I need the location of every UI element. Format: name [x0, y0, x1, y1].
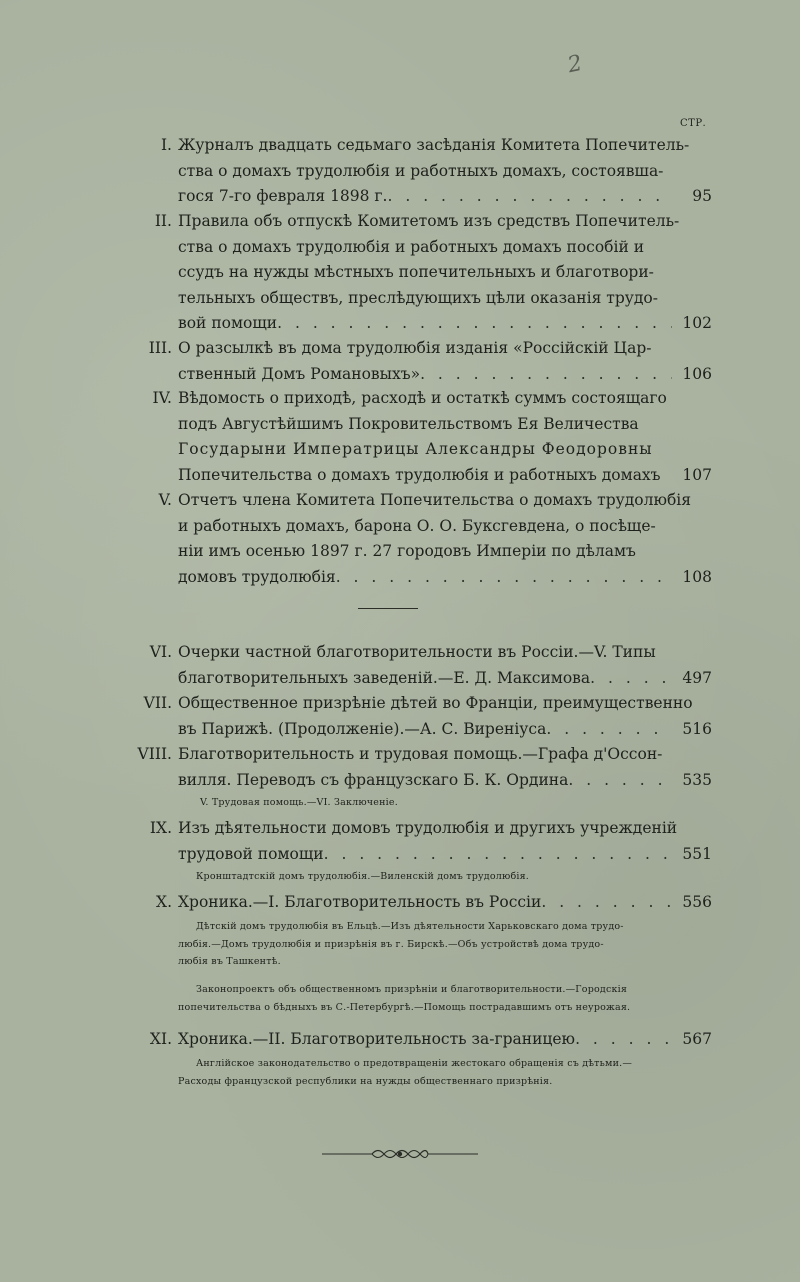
entry-number: IV.	[152, 389, 172, 407]
subnote-ix	[196, 868, 696, 886]
dot-leader	[546, 717, 672, 743]
entry-page: 108	[682, 567, 712, 586]
dot-leader	[420, 362, 672, 388]
entry-page: 106	[682, 364, 712, 383]
toc-entry-2	[100, 209, 712, 337]
entry-page: 497	[682, 668, 712, 687]
entry-page: 107	[682, 465, 712, 484]
subnote-line: любія.—Домъ трудолюбія и призрѣнія въ г. Бирскѣ.—Объ устройствѣ дома трудо-	[178, 938, 604, 950]
entry-line: О разсылкѣ въ дома трудолюбія изданія «Россійскій Цар-	[178, 339, 652, 357]
toc-entry-5	[100, 488, 712, 590]
toc-entry-11	[100, 1027, 712, 1053]
entry-page: 102	[682, 314, 712, 332]
entry-line: Общественное призрѣніе дѣтей во Франціи, преимущественно	[178, 694, 693, 712]
entry-line: Вѣдомость о приходѣ, расходѣ и остаткѣ суммъ состоящаго	[178, 389, 667, 407]
entry-page: 535	[682, 770, 712, 789]
ornament-icon	[320, 1145, 480, 1163]
entry-line: Хроника.—II. Благотворительность за-границею	[178, 1030, 576, 1048]
dot-leader	[277, 311, 672, 337]
subnote-x-a	[178, 918, 678, 971]
entry-line: домовъ трудолюбія	[178, 567, 336, 586]
subnote-line: V. Трудовая помощь.—VI. Заключеніе.	[200, 797, 398, 808]
entry-page: 516	[682, 719, 712, 738]
entry-line: гося 7-го февраля 1898 г.	[178, 187, 388, 205]
entry-line: Изъ дѣятельности домовъ трудолюбія и другихъ учрежденій	[178, 819, 678, 837]
toc-entry-8	[100, 742, 712, 793]
entry-page: 567	[682, 1030, 712, 1048]
entry-line: ніи имъ осенью 1897 г. 27 городовъ Имперіи по дѣламъ	[178, 542, 636, 560]
entry-line: Хроника.—I. Благотворительность въ Россіи	[178, 893, 542, 911]
entry-line: и работныхъ домахъ, барона О. О. Буксгевдена, о посѣще-	[178, 516, 656, 535]
subnote-xi	[178, 1055, 678, 1090]
section-divider	[358, 608, 418, 609]
subnote-line: Законопроектъ объ общественномъ призрѣніи и благотворительности.—Городскія	[196, 984, 628, 995]
entry-line: трудовой помощи	[178, 844, 324, 863]
entry-line: ства о домахъ трудолюбія и работныхъ домахъ пособій и	[178, 237, 645, 256]
entry-number: III.	[148, 339, 172, 357]
entry-line: Журналъ двадцать седьмаго засѣданія Комитета Попечитель-	[178, 136, 690, 154]
entry-line: ства о домахъ трудолюбія и работныхъ домахъ, состоявша-	[178, 161, 664, 180]
entry-line: Благотворительность и трудовая помощь.—Графа д'Оссон-	[178, 745, 663, 763]
entry-page: 95	[692, 187, 712, 205]
entry-line: благотворительныхъ заведеній.—Е. Д. Максимова	[178, 668, 591, 687]
dot-leader	[541, 890, 672, 916]
entry-line: подъ Августѣйшимъ Покровительствомъ Ея Величества	[178, 414, 639, 433]
subnote-line: Кронштадтскій домъ трудолюбія.—Виленскій домъ трудолюбія.	[196, 871, 530, 882]
subnote-line: попечительства о бѣдныхъ въ С.-Петербургѣ.—Помощь пострадавшимъ отъ неурожая.	[178, 1001, 631, 1013]
toc-entry-6	[100, 640, 712, 691]
entry-line: Очерки частной благотворительности въ Россіи.—V. Типы	[178, 643, 656, 661]
entry-number: I.	[160, 136, 172, 154]
entry-line: Правила объ отпускѣ Комитетомъ изъ средствъ Попечитель-	[178, 212, 680, 230]
toc-entry-3	[100, 336, 712, 387]
subnote-x-b	[178, 981, 678, 1016]
entry-line: вой помощи	[178, 314, 278, 332]
entry-number: II.	[154, 212, 172, 230]
entry-line: вилля. Переводъ съ французскаго Б. К. Ордина	[178, 770, 569, 789]
subnote-viii	[200, 794, 700, 812]
toc-entry-7	[100, 691, 712, 742]
entry-number: V.	[158, 491, 172, 509]
entry-number: X.	[156, 893, 172, 911]
entry-number: VIII.	[137, 745, 172, 763]
entry-number: XI.	[149, 1030, 172, 1048]
entry-line: тельныхъ обществъ, преслѣдующихъ цѣли оказанія трудо-	[178, 288, 659, 307]
entry-line: ссудъ на нужды мѣстныхъ попечительныхъ и благотвори-	[178, 263, 654, 281]
dot-leader	[324, 842, 672, 868]
dot-leader	[590, 666, 672, 692]
dot-leader	[575, 1027, 672, 1053]
dot-leader	[568, 768, 672, 794]
entry-number: VII.	[143, 694, 172, 712]
entry-line: Отчетъ члена Комитета Попечительства о домахъ трудолюбія	[178, 491, 692, 509]
entry-page: 556	[682, 893, 712, 911]
page-column-header: СТР.	[680, 118, 707, 129]
subnote-line: любія въ Ташкентѣ.	[178, 956, 281, 967]
entry-line: въ Парижѣ. (Продолженіе).—А. С. Виреніуса	[178, 719, 547, 738]
toc-entry-10	[100, 890, 712, 916]
entry-number: VI.	[149, 643, 172, 661]
entry-line: Государыни Императрицы Александры Феодоровны	[178, 440, 653, 458]
subnote-line: Расходы французской республики на нужды общественнаго призрѣнія.	[178, 1075, 553, 1087]
toc-entry-9	[100, 816, 712, 867]
entry-page: 551	[682, 844, 712, 863]
subnote-line: Англійское законодательство о предотвращеніи жестокаго обращенія съ дѣтьми.—	[196, 1058, 633, 1069]
toc-entry-1	[100, 133, 712, 210]
entry-line: ственный Домъ Романовыхъ»	[178, 364, 421, 383]
entry-line: Попечительства о домахъ трудолюбія и работныхъ домахъ	[178, 465, 661, 484]
dot-leader	[336, 565, 672, 591]
toc-entry-4	[100, 386, 712, 488]
entry-number: IX.	[149, 819, 172, 837]
pencil-mark: 2	[565, 50, 585, 79]
subnote-line: Дѣтскій домъ трудолюбія въ Ельцѣ.—Изъ дѣятельности Харьковскаго дома трудо-	[196, 921, 624, 932]
dot-leader	[388, 184, 673, 210]
